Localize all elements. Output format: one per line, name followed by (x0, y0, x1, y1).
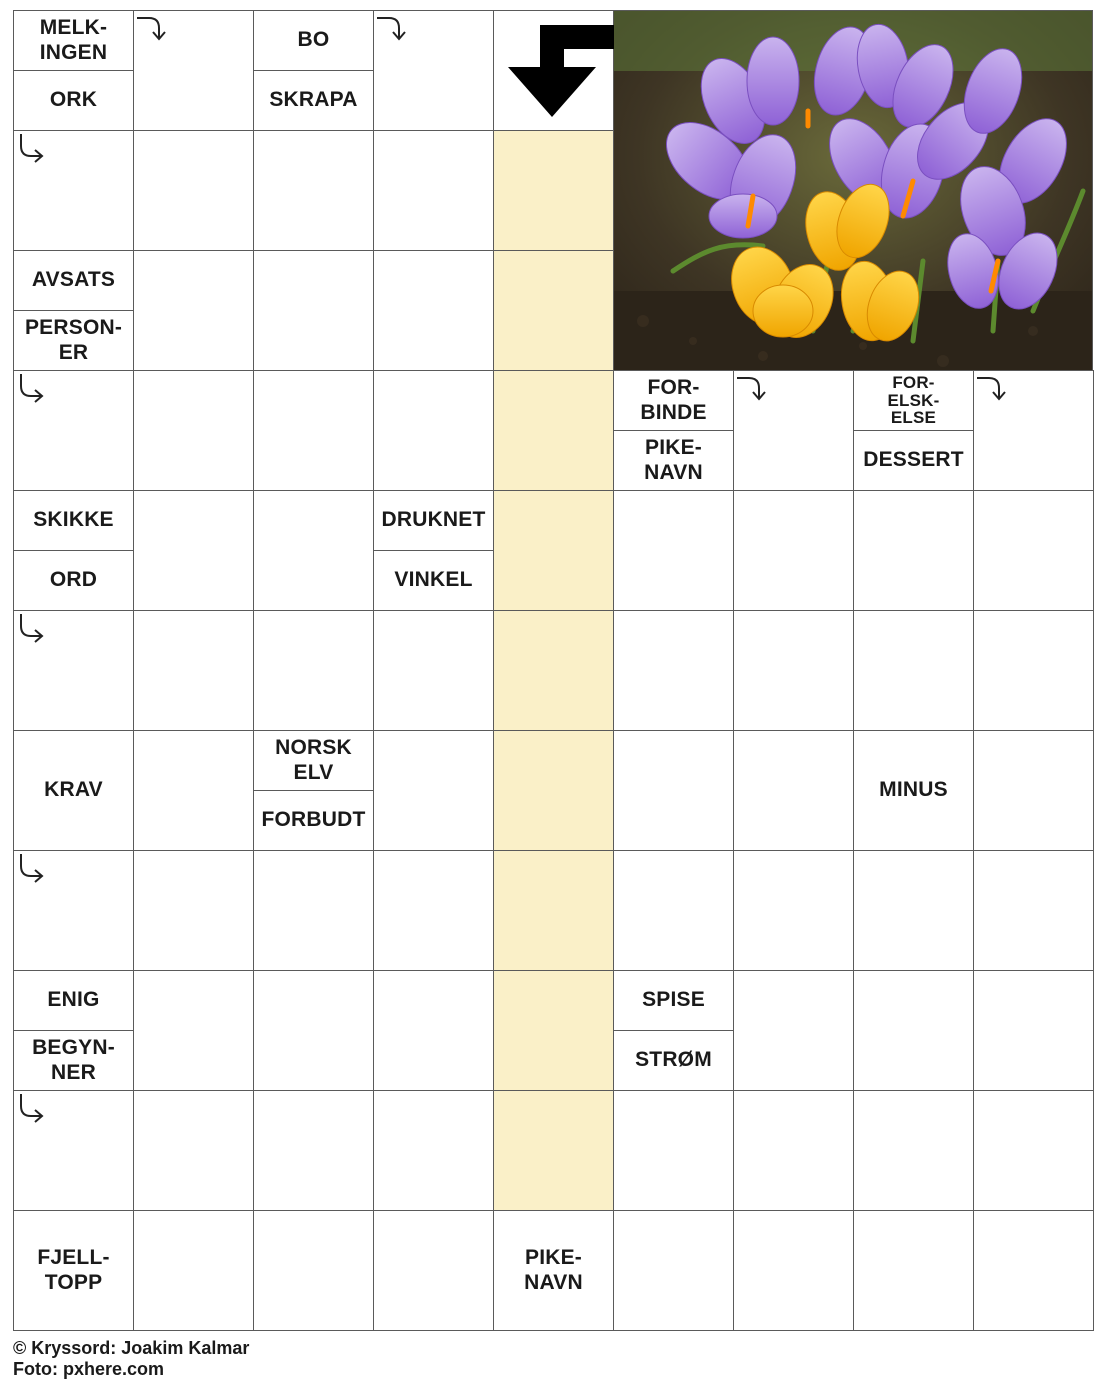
answer-cell[interactable] (853, 1210, 974, 1331)
solution-cell[interactable] (493, 970, 614, 1091)
clue-vinkel: VINKEL (373, 550, 494, 611)
answer-cell[interactable] (253, 970, 374, 1091)
answer-cell[interactable] (853, 610, 974, 731)
answer-cell[interactable] (613, 1210, 734, 1331)
clue-dessert: DESSERT (853, 430, 974, 491)
down-then-right-arrow-icon (15, 372, 47, 404)
answer-cell[interactable] (373, 1090, 494, 1211)
answer-cell[interactable] (253, 250, 374, 371)
answer-cell[interactable] (973, 490, 1094, 611)
right-then-down-arrow-icon (975, 372, 1007, 404)
answer-cell[interactable] (253, 850, 374, 971)
answer-cell[interactable] (733, 970, 854, 1091)
clue-fjelltopp: FJELL- TOPP (13, 1210, 134, 1331)
solution-start-cell (493, 10, 614, 131)
clue-forbudt: FORBUDT (253, 790, 374, 851)
clue-avsats: AVSATS (13, 250, 134, 311)
solution-cell[interactable] (493, 370, 614, 491)
clue-ord: ORD (13, 550, 134, 611)
answer-cell[interactable] (373, 130, 494, 251)
answer-cell[interactable] (853, 970, 974, 1091)
answer-cell[interactable] (853, 490, 974, 611)
answer-cell[interactable] (253, 130, 374, 251)
clue-enig: ENIG (13, 970, 134, 1031)
crocus-photo (612, 10, 1093, 371)
clue-ork: ORK (13, 70, 134, 131)
answer-cell[interactable] (973, 1090, 1094, 1211)
answer-cell[interactable] (133, 850, 254, 971)
clue-skikke: SKIKKE (13, 490, 134, 551)
solution-cell[interactable] (493, 850, 614, 971)
answer-cell[interactable] (733, 850, 854, 971)
answer-cell[interactable] (133, 250, 254, 371)
down-then-right-arrow-icon (15, 852, 47, 884)
right-then-down-arrow-icon (375, 12, 407, 44)
answer-cell[interactable] (373, 850, 494, 971)
crossword-credit: © Kryssord: Joakim Kalmar (13, 1338, 250, 1358)
answer-cell[interactable] (253, 370, 374, 491)
answer-cell[interactable] (973, 850, 1094, 971)
answer-cell[interactable] (973, 730, 1094, 851)
answer-cell[interactable] (613, 1090, 734, 1211)
answer-cell[interactable] (133, 1210, 254, 1331)
solution-cell[interactable] (493, 610, 614, 731)
clue-melkingen: MELK- INGEN (13, 10, 134, 71)
answer-cell[interactable] (373, 730, 494, 851)
answer-cell[interactable] (733, 1090, 854, 1211)
answer-cell[interactable] (733, 610, 854, 731)
solution-cell[interactable] (493, 250, 614, 371)
answer-cell[interactable] (253, 1090, 374, 1211)
right-then-down-arrow-icon (735, 372, 767, 404)
answer-cell[interactable] (133, 610, 254, 731)
answer-cell[interactable] (133, 730, 254, 851)
answer-cell[interactable] (853, 850, 974, 971)
clue-forelskelse: FOR- ELSK- ELSE (853, 370, 974, 431)
down-then-right-arrow-icon (15, 612, 47, 644)
solution-cell[interactable] (493, 1090, 614, 1211)
right-then-down-arrow-icon (135, 12, 167, 44)
crossword-grid (13, 10, 1093, 1330)
answer-cell[interactable] (973, 1210, 1094, 1331)
clue-krav: KRAV (13, 730, 134, 851)
clue-norskelv: NORSK ELV (253, 730, 374, 791)
answer-cell[interactable] (613, 730, 734, 851)
photo-credit: Foto: pxhere.com (13, 1359, 165, 1379)
answer-cell[interactable] (133, 130, 254, 251)
solution-cell[interactable] (493, 490, 614, 611)
answer-cell[interactable] (973, 970, 1094, 1091)
answer-cell[interactable] (133, 1090, 254, 1211)
clue-strøm: STRØM (613, 1030, 734, 1091)
answer-cell[interactable] (373, 610, 494, 731)
clue-skrapa: SKRAPA (253, 70, 374, 131)
answer-cell[interactable] (613, 850, 734, 971)
answer-cell[interactable] (373, 370, 494, 491)
credits (13, 1338, 249, 1380)
answer-cell[interactable] (133, 970, 254, 1091)
clue-forbinde: FOR- BINDE (613, 370, 734, 431)
clue-pikenavn: PIKE- NAVN (613, 430, 734, 491)
down-then-right-arrow-icon (15, 1092, 47, 1124)
answer-cell[interactable] (613, 490, 734, 611)
answer-cell[interactable] (133, 370, 254, 491)
answer-cell[interactable] (733, 730, 854, 851)
answer-cell[interactable] (733, 490, 854, 611)
answer-cell[interactable] (373, 1210, 494, 1331)
answer-cell[interactable] (853, 1090, 974, 1211)
answer-cell[interactable] (973, 610, 1094, 731)
clue-begynner: BEGYN- NER (13, 1030, 134, 1091)
solution-cell[interactable] (493, 130, 614, 251)
answer-cell[interactable] (253, 1210, 374, 1331)
clue-pikenavn: PIKE- NAVN (493, 1210, 614, 1331)
answer-cell[interactable] (373, 970, 494, 1091)
answer-cell[interactable] (133, 490, 254, 611)
clue-bo: BO (253, 10, 374, 71)
down-then-right-arrow-icon (15, 132, 47, 164)
answer-cell[interactable] (733, 1210, 854, 1331)
bent-down-arrow-icon (494, 11, 614, 131)
answer-cell[interactable] (613, 610, 734, 731)
answer-cell[interactable] (253, 610, 374, 731)
solution-cell[interactable] (493, 730, 614, 851)
answer-cell[interactable] (373, 250, 494, 371)
clue-spise: SPISE (613, 970, 734, 1031)
clue-druknet: DRUKNET (373, 490, 494, 551)
clue-personer: PERSON- ER (13, 310, 134, 371)
clue-minus: MINUS (853, 730, 974, 851)
answer-cell[interactable] (253, 490, 374, 611)
